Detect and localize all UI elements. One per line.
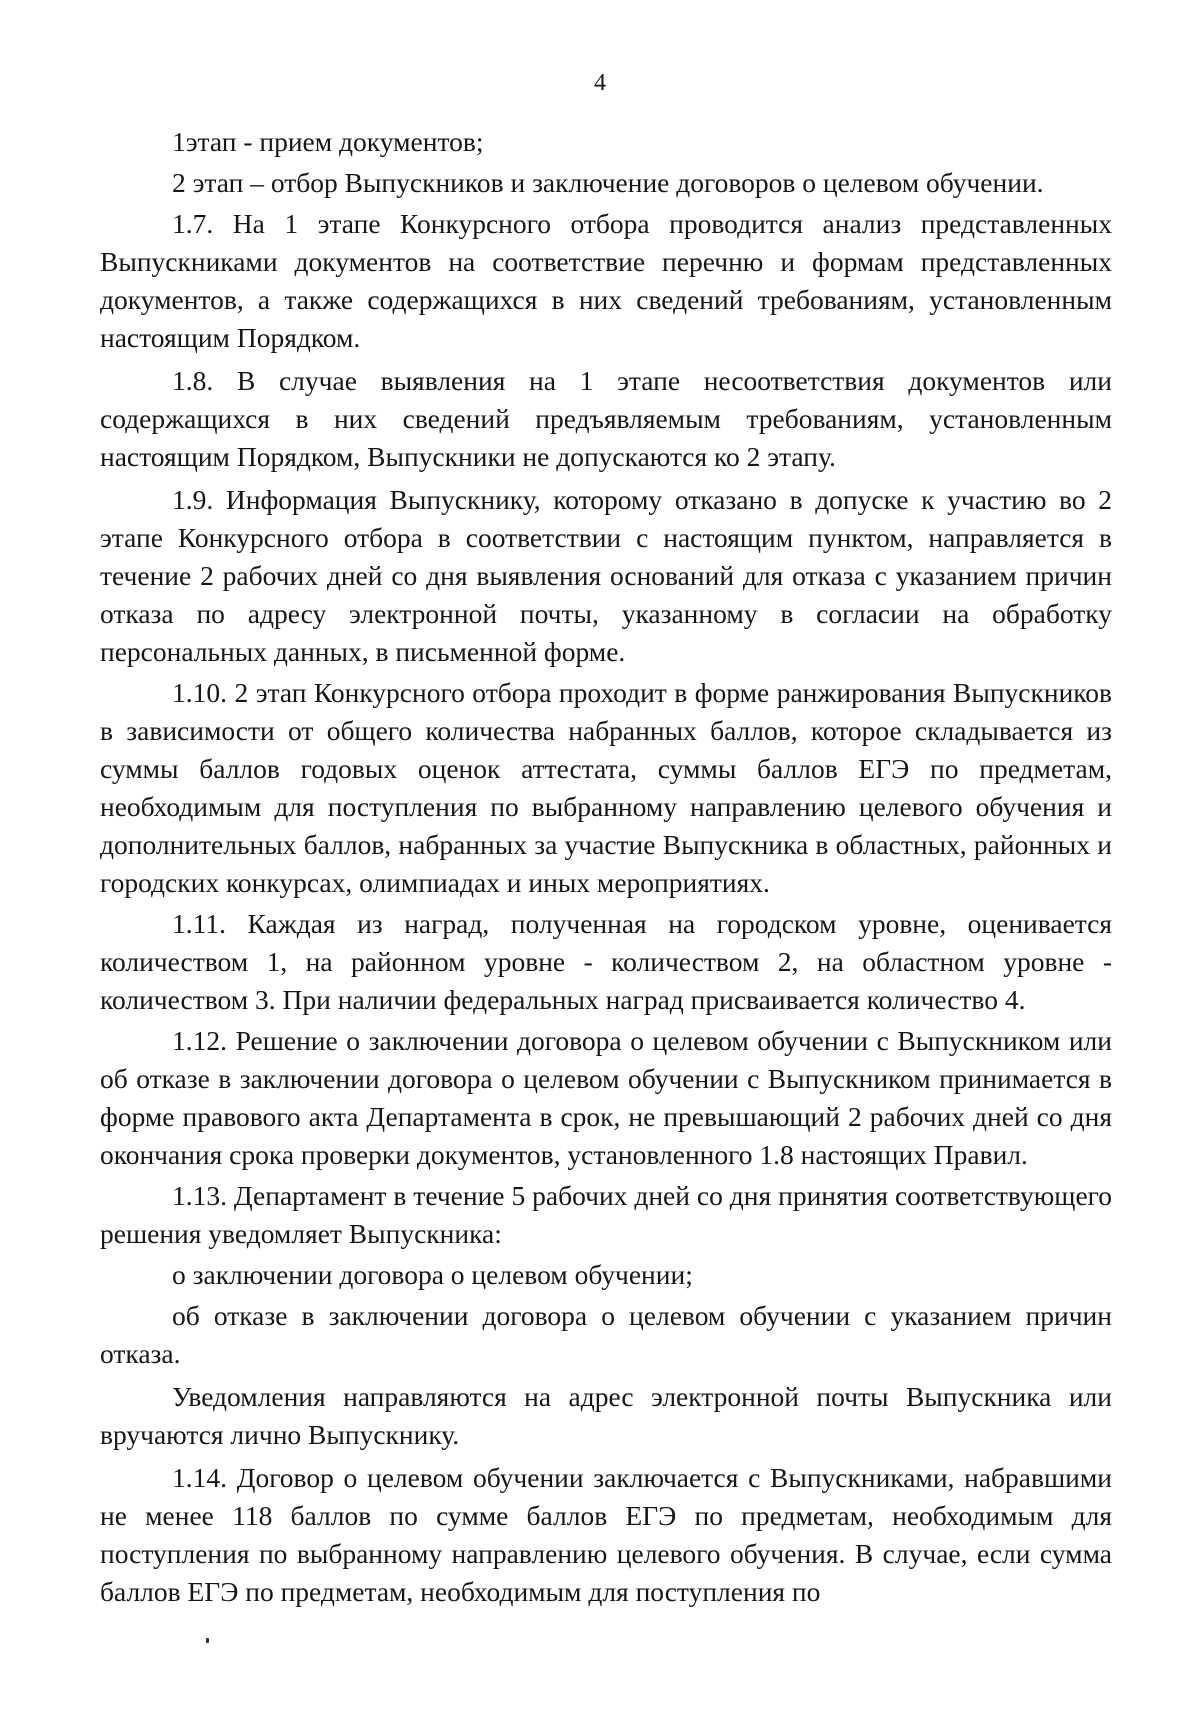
- page-number: 4: [594, 70, 606, 96]
- paragraph-notices-delivery: Уведомления направляются на адрес электронной почты Выпускника или вручаются лично Выпускнику.: [100, 1381, 1112, 1450]
- scan-speck: [206, 1638, 209, 1643]
- paragraph-1-11: 1.11. Каждая из наград, полученная на городском уровне, оценивается количеством 1, на районном уровне - количеством 2, на областном уровне - количеством 3. При наличии федеральных наград присваивается количество 4.: [100, 908, 1112, 1015]
- paragraph-stage-1: 1этап - прием документов;: [172, 126, 484, 157]
- document-body: [100, 123, 1112, 1611]
- paragraph-1-7: 1.7. На 1 этапе Конкурсного отбора проводится анализ представленных Выпускниками документов на соответствие перечню и формам представленных документов, а также содержащихся в них сведений требованиям, установленным настоящим Порядком.: [100, 208, 1112, 353]
- paragraph-1-13: 1.13. Департамент в течение 5 рабочих дней со дня принятия соответствующего решения уведомляет Выпускника:: [100, 1180, 1112, 1249]
- paragraph-1-8: 1.8. В случае выявления на 1 этапе несоответствия документов или содержащихся в них сведений предъявляемым требованиям, установленным настоящим Порядком, Выпускники не допускаются ко 2 этапу.: [100, 365, 1112, 472]
- paragraph-1-14: 1.14. Договор о целевом обучении заключается с Выпускниками, набравшими не менее 118 баллов по сумме баллов ЕГЭ по предметам, необходимым для поступления по выбранному направлению целевого обучения. В случае, если сумма баллов ЕГЭ по предметам, необходимым для поступления по: [100, 1462, 1112, 1607]
- paragraph-1-12: 1.12. Решение о заключении договора о целевом обучении с Выпускником или об отказе в заключении договора о целевом обучении с Выпускником принимается в форме правового акта Департамента в срок, не превышающий 2 рабочих дней со дня окончания срока проверки документов, установленного 1.8 настоящих Правил.: [100, 1025, 1112, 1170]
- paragraph-notice-refusal: об отказе в заключении договора о целевом обучении с указанием причин отказа.: [100, 1300, 1112, 1369]
- paragraph-stage-2: 2 этап – отбор Выпускников и заключение договоров о целевом обучении.: [172, 167, 1044, 198]
- paragraph-1-10: 1.10. 2 этап Конкурсного отбора проходит в форме ранжирования Выпускников в зависимости от общего количества набранных баллов, которое складывается из суммы баллов годовых оценок аттестата, суммы баллов ЕГЭ по предметам, необходимым для поступления по выбранному направлению целевого обучения и дополнительных баллов, набранных за участие Выпускника в областных, районных и городских конкурсах, олимпиадах и иных мероприятиях.: [100, 677, 1112, 898]
- paragraph-notice-conclusion: о заключении договора о целевом обучении;: [172, 1259, 693, 1290]
- paragraph-1-9: 1.9. Информация Выпускнику, которому отказано в допуске к участию во 2 этапе Конкурсного отбора в соответствии с настоящим пунктом, направляется в течение 2 рабочих дней со дня выявления оснований для отказа с указанием причин отказа по адресу электронной почты, указанному в согласии на обработку персональных данных, в письменной форме.: [100, 484, 1112, 667]
